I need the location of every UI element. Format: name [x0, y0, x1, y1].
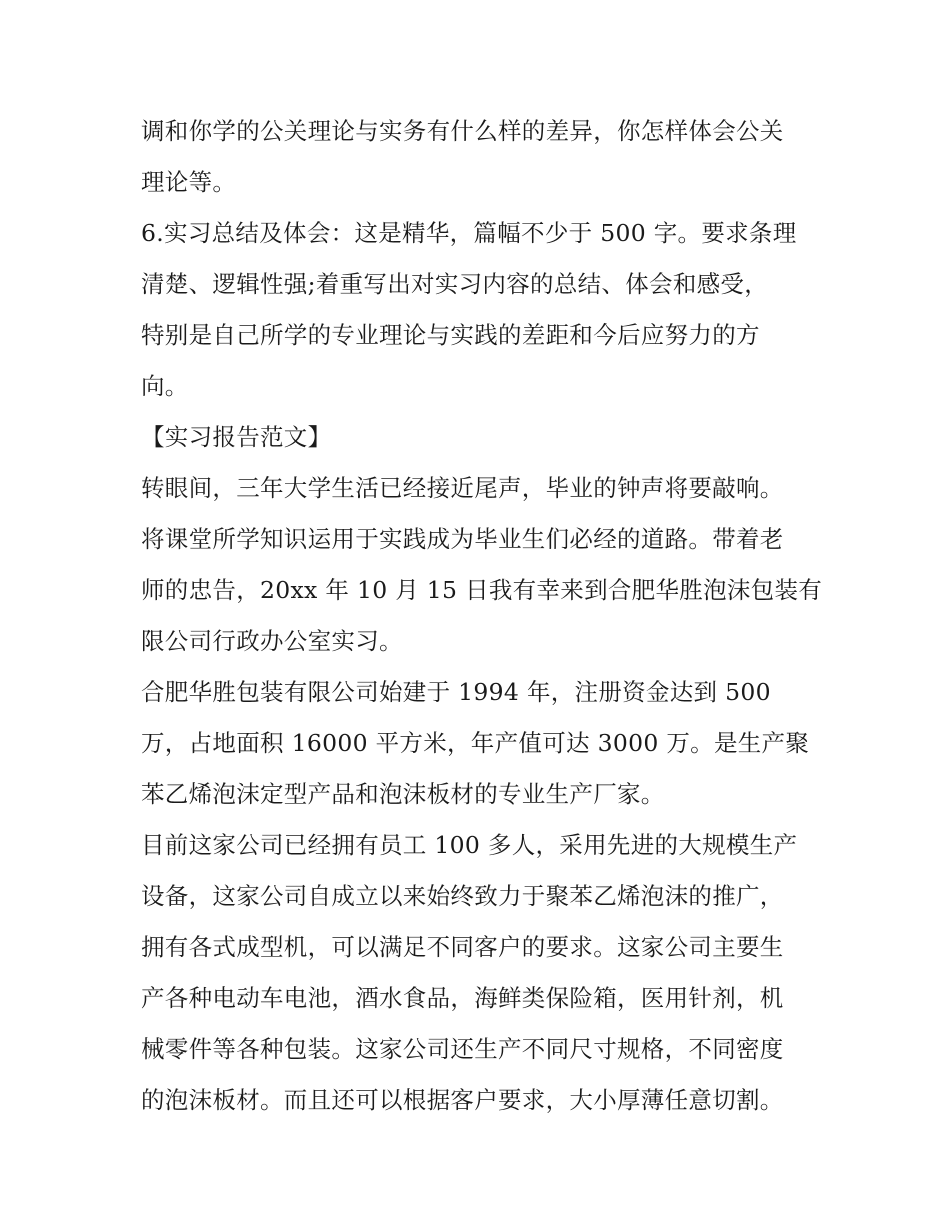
text-line: 合肥华胜包装有限公司始建于 1994 年，注册资金达到 500	[141, 678, 771, 706]
text-line: 万，占地面积 16000 平方米，年产值可达 3000 万。是生产聚	[141, 729, 810, 757]
text-line: 的泡沫板材。而且还可以根据客户要求，大小厚薄任意切割。	[141, 1086, 784, 1114]
text-line: 产各种电动车电池，酒水食品，海鲜类保险箱，医用针剂，机	[141, 984, 784, 1012]
text-line: 限公司行政办公室实习。	[141, 627, 403, 655]
text-line: 设备，这家公司自成立以来始终致力于聚苯乙烯泡沫的推广，	[141, 882, 784, 910]
document-body	[141, 106, 831, 1126]
text-line: 转眼间，三年大学生活已经接近尾声，毕业的钟声将要敲响。	[141, 474, 784, 502]
text-line: 6.实习总结及体会：这是精华，篇幅不少于 500 字。要求条理	[141, 219, 797, 247]
text-line: 将课堂所学知识运用于实践成为毕业生们必经的道路。带着老	[141, 525, 784, 553]
text-line: 拥有各式成型机，可以满足不同客户的要求。这家公司主要生	[141, 933, 784, 961]
text-line: 理论等。	[141, 168, 237, 196]
text-line: 清楚、逻辑性强;着重写出对实习内容的总结、体会和感受，	[141, 270, 769, 298]
text-line: 特别是自己所学的专业理论与实践的差距和今后应努力的方	[141, 321, 760, 349]
section-heading: 【实习报告范文】	[141, 423, 332, 451]
text-line: 向。	[141, 372, 189, 400]
text-line: 师的忠告，20xx 年 10 月 15 日我有幸来到合肥华胜泡沫包装有	[141, 576, 823, 604]
text-line: 目前这家公司已经拥有员工 100 多人，采用先进的大规模生产	[141, 831, 798, 859]
text-line: 械零件等各种包装。这家公司还生产不同尺寸规格，不同密度	[141, 1035, 784, 1063]
text-line: 调和你学的公关理论与实务有什么样的差异，你怎样体会公关	[141, 117, 784, 145]
text-line: 苯乙烯泡沫定型产品和泡沫板材的专业生产厂家。	[141, 780, 665, 808]
